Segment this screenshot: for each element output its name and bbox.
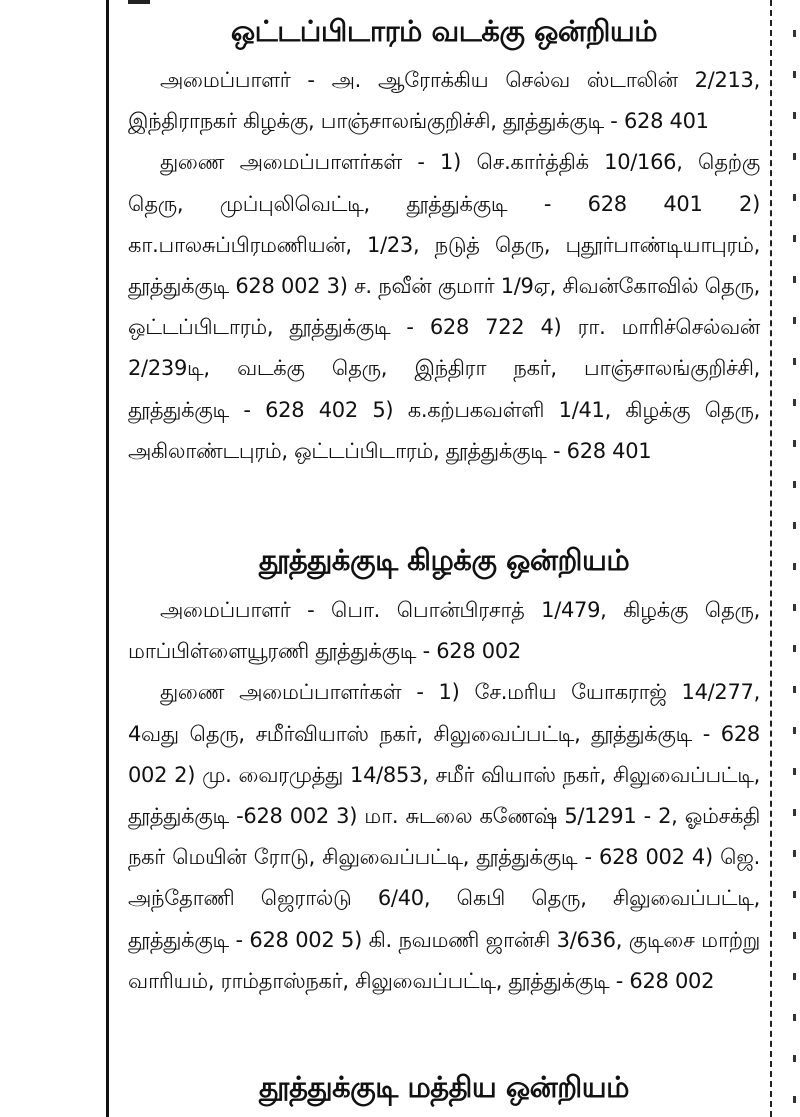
- edge-fragment: [793, 891, 796, 898]
- edge-fragment: [793, 399, 796, 406]
- edge-fragment: [793, 809, 796, 816]
- section-heading: ஒட்டப்பிடாரம் வடக்கு ஒன்றியம்: [230, 14, 658, 48]
- edge-fragment: [793, 235, 796, 242]
- edge-fragment: [793, 727, 796, 734]
- edge-fragment: [793, 358, 796, 365]
- edge-fragment: [793, 1096, 796, 1103]
- edge-fragment: [793, 317, 796, 324]
- top-fragment-mark: [128, 0, 150, 4]
- section-heading: தூத்துக்குடி கிழக்கு ஒன்றியம்: [258, 543, 630, 577]
- column-rule-right-dashed: [770, 0, 772, 1117]
- edge-fragment: [793, 645, 796, 652]
- section-heading: தூத்துக்குடி மத்திய ஒன்றியம்: [259, 1070, 629, 1104]
- organizer-paragraph: அமைப்பாளர் - அ. ஆரோக்கிய செல்வ ஸ்டாலின் 2/213, இந்திராநகர் கிழக்கு, பாஞ்சாலங்குறிச்சி, தூத்துக்குடி - 628 401: [128, 68, 760, 134]
- edge-fragment: [793, 1014, 796, 1021]
- section-body: [128, 60, 760, 472]
- edge-fragment: [793, 276, 796, 283]
- edge-fragment: [793, 522, 796, 529]
- edge-fragment: [793, 604, 796, 611]
- edge-fragment: [793, 768, 796, 775]
- adjacent-column-edge: [780, 0, 800, 1117]
- column-rule-left: [106, 0, 109, 1117]
- edge-fragment: [793, 440, 796, 447]
- edge-fragment: [793, 112, 796, 119]
- edge-fragment: [793, 1055, 796, 1062]
- edge-fragment: [793, 194, 796, 201]
- edge-fragment: [793, 563, 796, 570]
- edge-fragment: [793, 71, 796, 78]
- edge-fragment: [793, 686, 796, 693]
- edge-fragment: [793, 973, 796, 980]
- deputy-organizers-paragraph: துணை அமைப்பாளர்கள் - 1) செ.கார்த்திக் 10/166, தெற்கு தெரு, முப்புலிவெட்டி, தூத்துக்குடி - 628 401 2) கா.பாலசுப்பிரமணியன், 1/23, நடுத் தெரு, புதூர்பாண்டியாபுரம், தூத்துக்குடி 628 002 3) ச. நவீன் குமார் 1/9ஏ, சிவன்கோவில் தெரு, ஒட்டப்பிடாரம், தூத்துக்குடி - 628 722 4) ரா. மாரிச்செல்வன் 2/239டி, வடக்கு தெரு, இந்திரா நகர், பாஞ்சாலங்குறிச்சி, தூத்துக்குடி - 628 402 5) க.கற்பகவள்ளி 1/41, கிழக்கு தெரு, அகிலாண்டபுரம், ஒட்டப்பிடாரம், தூத்துக்குடி - 628 401: [128, 150, 760, 463]
- edge-fragment: [793, 932, 796, 939]
- deputy-organizers-paragraph: துணை அமைப்பாளர்கள் - 1) சே.மரிய யோகராஜ் 14/277, 4வது தெரு, சமீர்வியாஸ் நகர், சிலுவைப்பட்டி, தூத்துக்குடி - 628 002 2) மு. வைரமுத்து 14/853, சமீர் வியாஸ் நகர், சிலுவைப்பட்டி, தூத்துக்குடி -628 002 3) மா. சுடலை கணேஷ் 5/1291 - 2, ஓம்சக்தி நகர் மெயின் ரோடு, சிலுவைப்பட்டி, தூத்துக்குடி - 628 002 4) ஜெ. அந்தோணி ஜெரால்டு 6/40, கெபி தெரு, சிலுவைப்பட்டி, தூத்துக்குடி - 628 002 5) கி. நவமணி ஜான்சி 3/636, குடிசை மாற்று வாரியம், ராம்தாஸ்நகர், சிலுவைப்பட்டி, தூத்துக்குடி - 628 002: [128, 680, 760, 993]
- organizer-paragraph: அமைப்பாளர் - பொ. பொன்பிரசாத் 1/479, கிழக்கு தெரு, மாப்பிள்ளையூரணி தூத்துக்குடி - 628 002: [128, 598, 760, 664]
- edge-fragment: [793, 850, 796, 857]
- section-body: [128, 590, 760, 1002]
- edge-fragment: [793, 30, 796, 37]
- edge-fragment: [793, 153, 796, 160]
- edge-fragment: [793, 481, 796, 488]
